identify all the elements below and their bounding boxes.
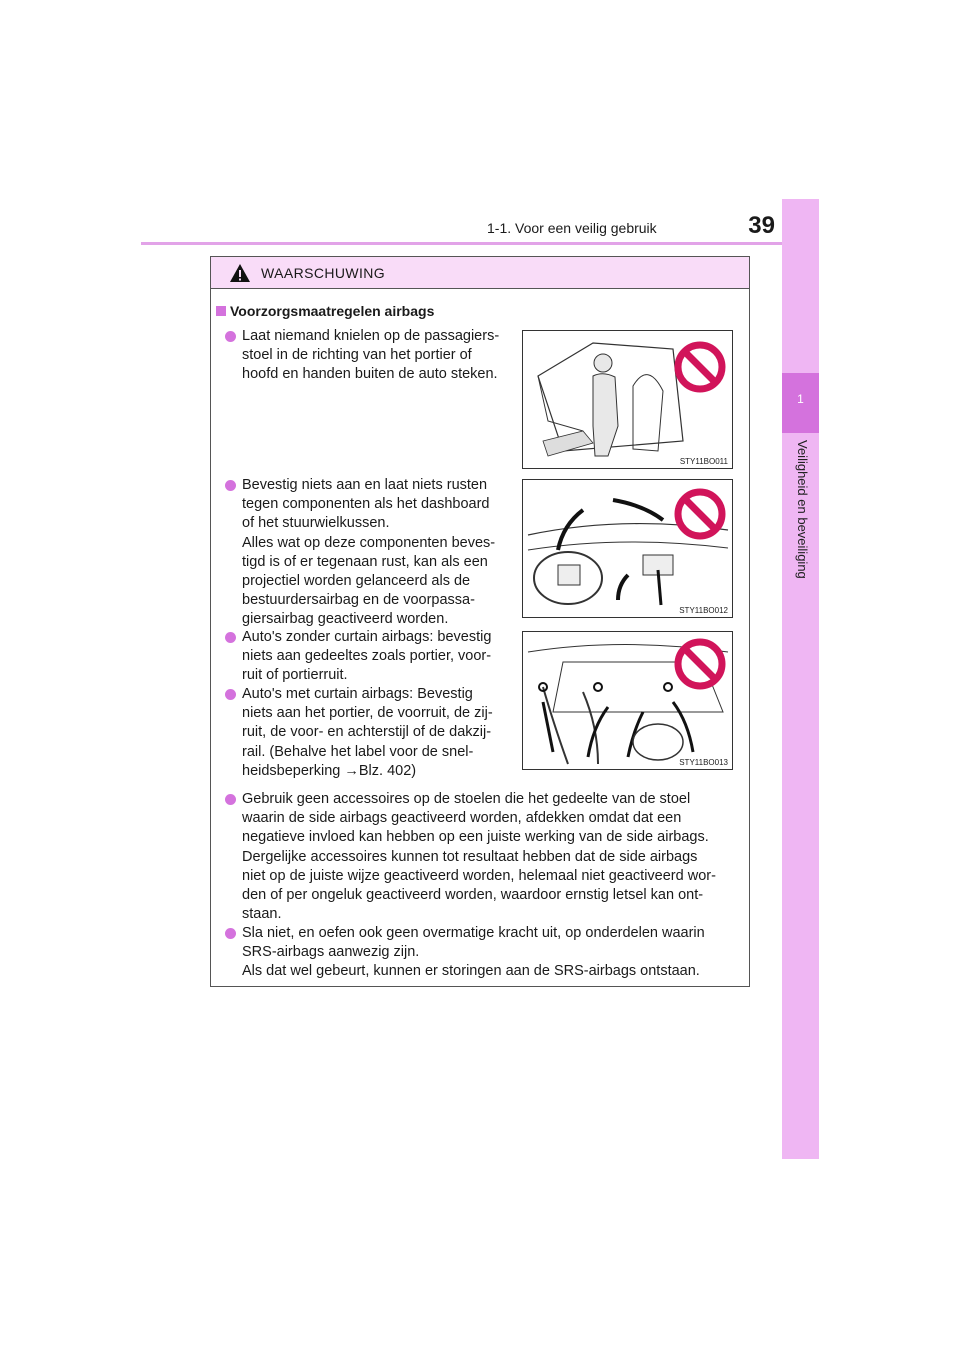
bullet-dot-icon <box>225 689 236 700</box>
text-line: niets aan het portier, de voorruit, de zij- <box>242 705 493 722</box>
page-number: 39 <box>748 212 775 239</box>
bullet-dot-icon <box>225 928 236 939</box>
warning-box <box>210 256 750 987</box>
prohibited-icon <box>674 341 726 393</box>
text-line: bestuurdersairbag en de voorpassa- <box>242 592 475 609</box>
bullet-dot-icon <box>225 794 236 805</box>
text-line: den of per ongeluk geactiveerd worden, waardoor ernstig letsel kan ont- <box>242 887 704 904</box>
warning-bullet <box>242 628 515 686</box>
warning-bullet <box>242 685 515 781</box>
text-line: Laat niemand knielen op de passagiers- <box>242 328 500 344</box>
text-line: Auto's zonder curtain airbags: bevestig <box>242 629 492 645</box>
text-line: SRS-airbags aanwezig zijn. <box>242 944 420 961</box>
text-line: Alles wat op deze componenten beves- <box>242 534 496 551</box>
warning-bullet <box>242 790 743 924</box>
bullet-dot-icon <box>225 331 236 342</box>
header-rule <box>141 242 819 245</box>
warning-title: WAARSCHUWING <box>261 264 386 281</box>
prohibited-icon <box>674 638 726 690</box>
warning-bullet <box>242 327 515 385</box>
figure-caption: STY11BO012 <box>679 606 728 615</box>
text-line: Gebruik geen accessoires op de stoelen die het gedeelte van de stoel <box>242 791 691 807</box>
text-line: hoofd en handen buiten de auto steken. <box>242 366 498 383</box>
text-line: tigd is of er tegenaan rust, kan als een <box>242 553 488 570</box>
figure-passenger-kneeling <box>522 330 733 469</box>
warning-bullet <box>242 924 743 982</box>
subheading-text: Voorzorgsmaatregelen airbags <box>230 303 435 319</box>
text-line: projectiel worden gelanceerd als de <box>242 573 471 590</box>
warning-bullet <box>242 476 515 630</box>
text-line: niets aan gedeeltes zoals portier, voor- <box>242 648 492 665</box>
text-line: rail. (Behalve het label voor de snel- <box>242 743 474 760</box>
chapter-number: 1 <box>797 392 804 406</box>
text-line: of het stuurwielkussen. <box>242 515 390 532</box>
text-line: staan. <box>242 906 282 923</box>
text-line: ruit of portierruit. <box>242 667 348 684</box>
text-line: niet op de juiste wijze geactiveerd worden, helemaal niet geactiveerd wor- <box>242 867 716 884</box>
figure-caption: STY11BO013 <box>679 758 728 767</box>
warning-subheading <box>216 303 434 319</box>
prohibited-icon <box>674 488 726 540</box>
figure-caption: STY11BO011 <box>679 457 728 466</box>
chapter-title: Veiligheid en beveiliging <box>795 440 810 579</box>
text-line: heidsbeperking →Blz. 402) <box>242 762 417 779</box>
text-line: ruit, de voor- en achterstijl of de dakzij- <box>242 724 492 741</box>
text-line: Als dat wel gebeurt, kunnen er storingen aan de SRS-airbags ontstaan. <box>242 963 700 980</box>
text-line: tegen componenten als het dashboard <box>242 496 490 513</box>
square-bullet-icon <box>216 306 226 316</box>
warning-triangle-icon <box>229 263 251 283</box>
text-line: Dergelijke accessoires kunnen tot resultaat hebben dat de side airbags <box>242 848 698 865</box>
figure-curtain-airbags <box>522 631 733 770</box>
section-title: 1-1. Voor een veilig gebruik <box>487 220 657 236</box>
text-line: negatieve invloed kan hebben op een juiste werking van de side airbags. <box>242 829 709 846</box>
text-line: Sla niet, en oefen ook geen overmatige kracht uit, op onderdelen waarin <box>242 925 705 941</box>
text-line: stoel in de richting van het portier of <box>242 347 472 364</box>
text-line: Auto's met curtain airbags: Bevestig <box>242 686 473 702</box>
bullet-dot-icon <box>225 480 236 491</box>
text-line: waarin de side airbags geactiveerd worden, afdekken omdat dat een <box>242 810 682 827</box>
warning-header <box>211 257 749 289</box>
figure-dashboard <box>522 479 733 618</box>
text-line: Bevestig niets aan en laat niets rusten <box>242 477 488 493</box>
text-line: giersairbag geactiveerd worden. <box>242 611 449 628</box>
bullet-dot-icon <box>225 632 236 643</box>
